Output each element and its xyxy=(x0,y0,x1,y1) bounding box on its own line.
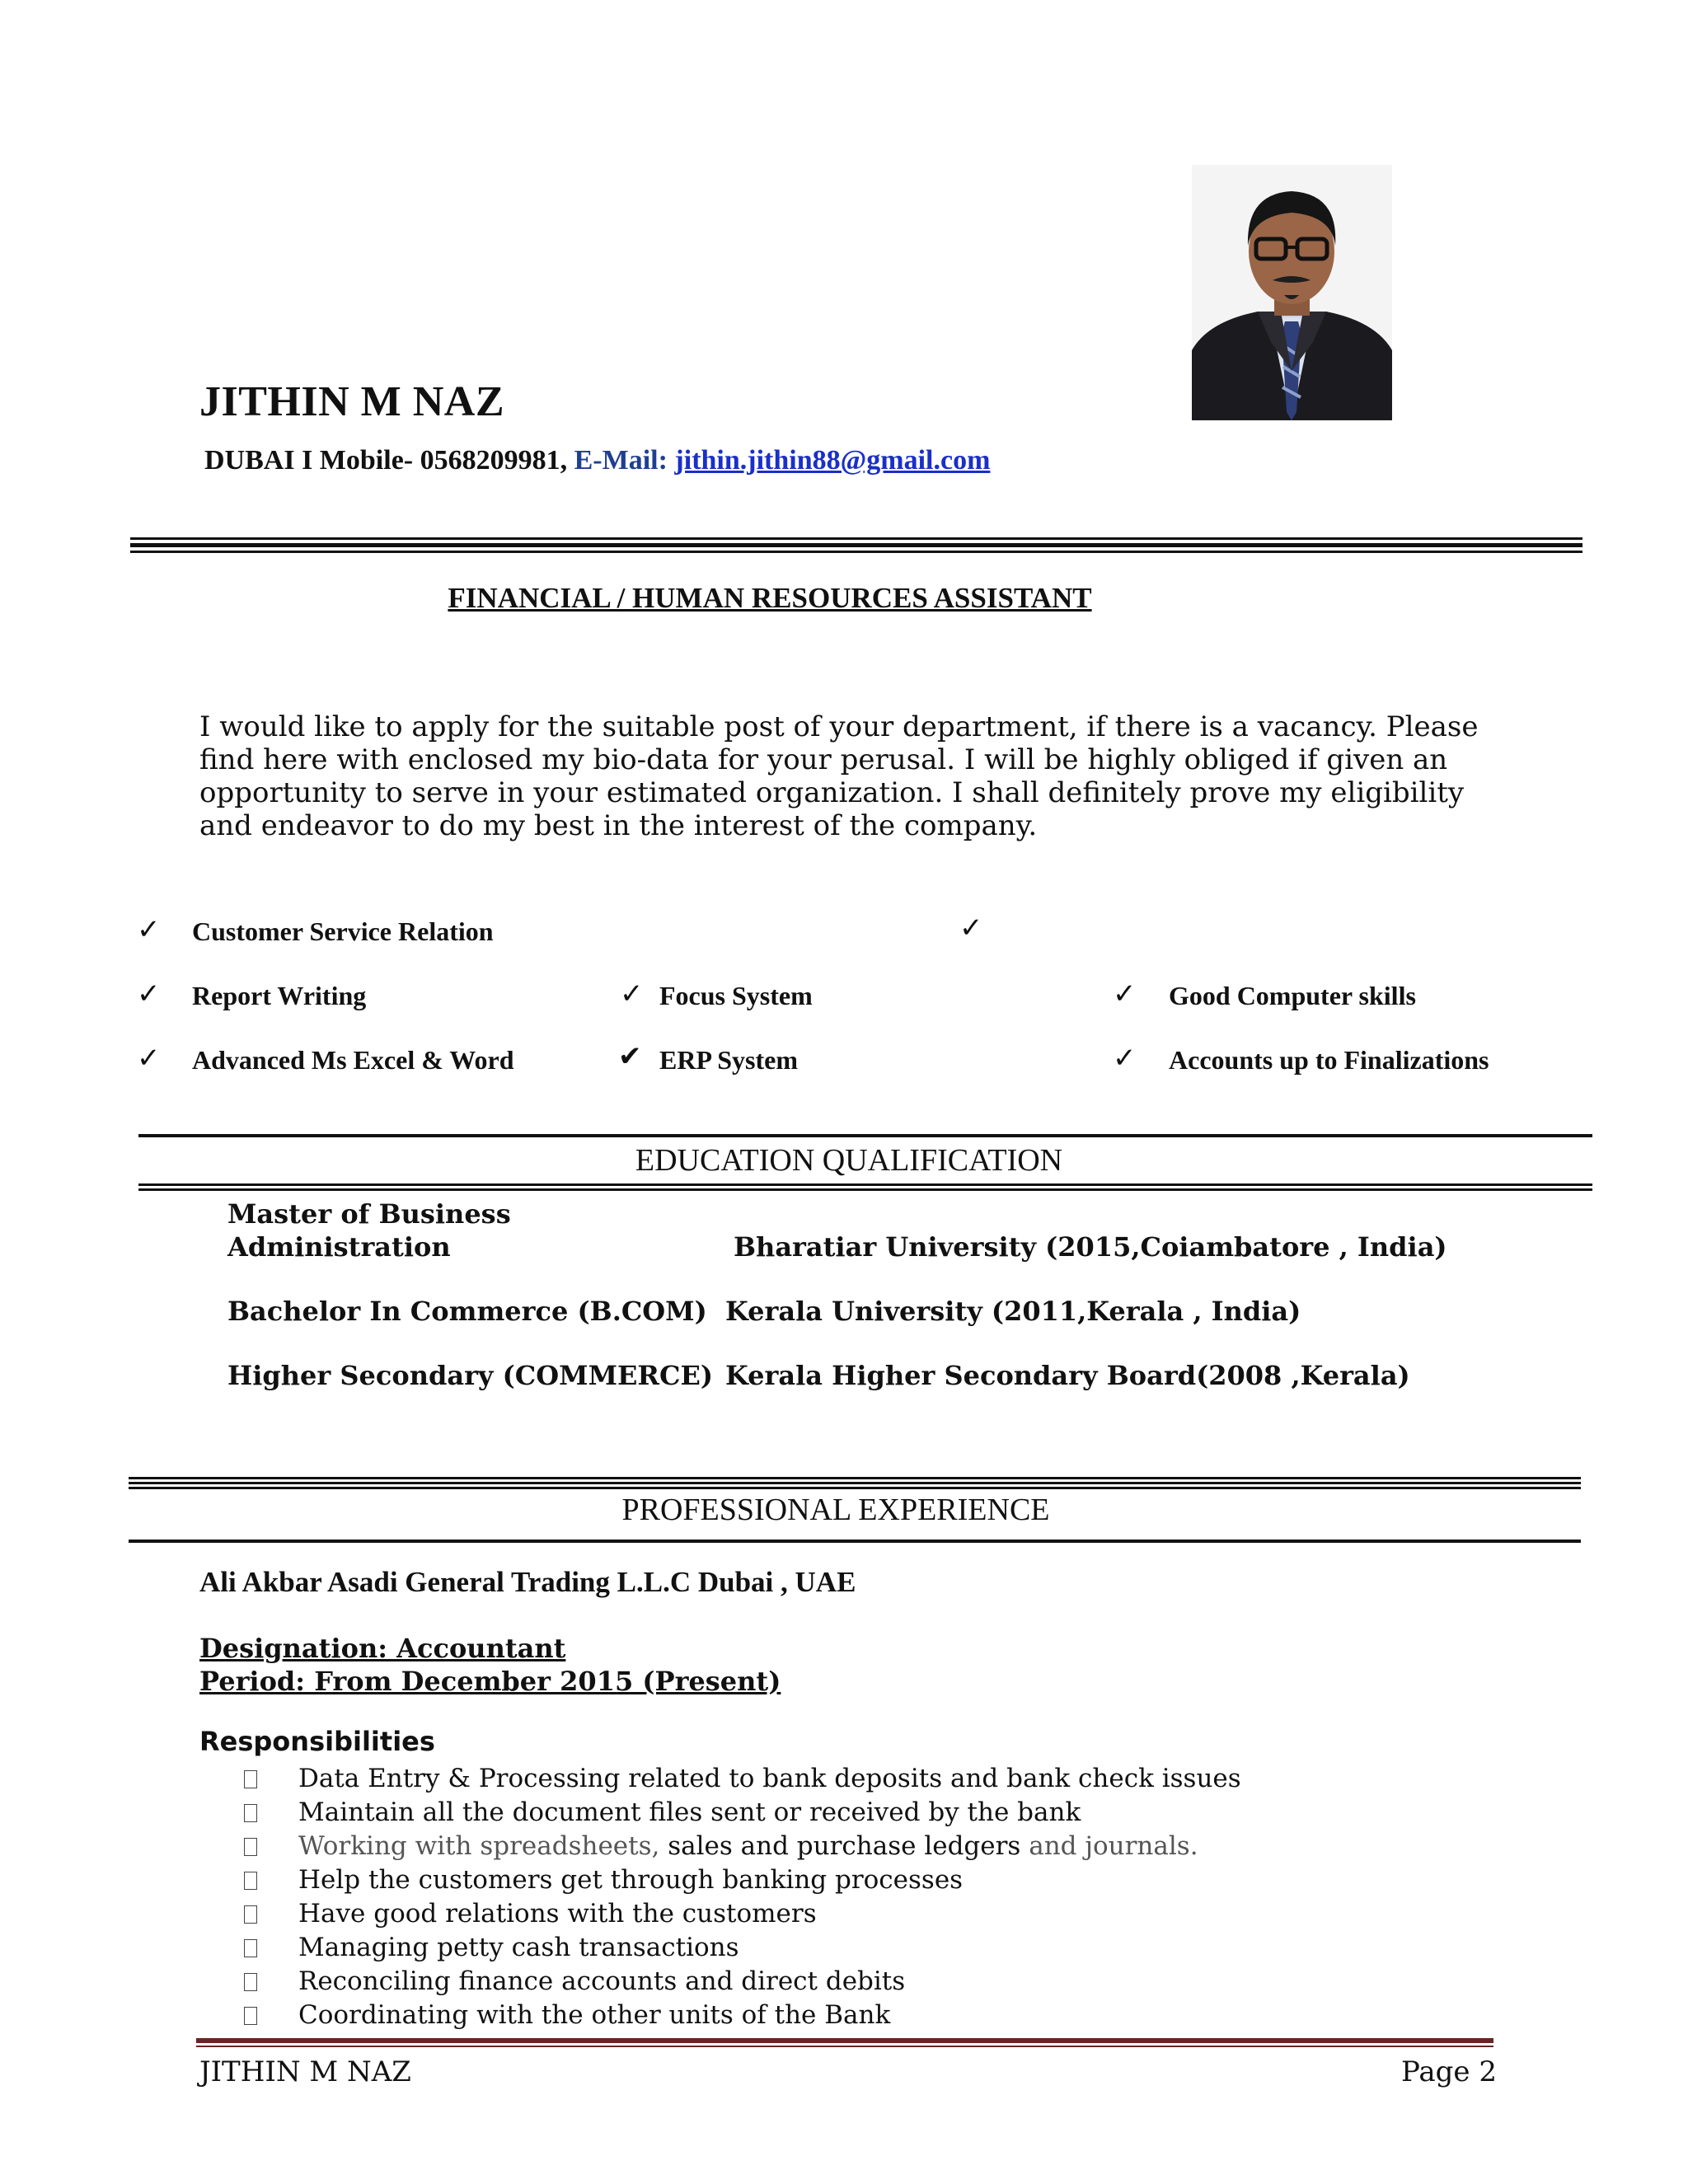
candidate-name: JITHIN M NAZ xyxy=(199,378,505,425)
bullet-icon xyxy=(244,1770,257,1788)
company-name: Ali Akbar Asadi General Trading L.L.C Dubai , UAE xyxy=(199,1566,856,1598)
experience-rule-2 xyxy=(129,1482,1581,1484)
list-item-text: Data Entry & Processing related to bank deposits and bank check issues xyxy=(298,1764,1241,1793)
list-item-text: Maintain all the document files sent or received by the bank xyxy=(298,1797,1081,1827)
list-item-text: Have good relations with the customers xyxy=(298,1899,817,1929)
experience-rule-1 xyxy=(129,1477,1581,1479)
bullet-icon xyxy=(244,1973,257,1991)
list-item xyxy=(244,1999,1241,2032)
responsibilities-list xyxy=(244,1762,1241,2032)
list-item xyxy=(244,1762,1241,1796)
header-rule-3 xyxy=(130,551,1582,553)
email-label: E-Mail: xyxy=(574,445,668,476)
bullet-icon xyxy=(244,2007,257,2025)
intro-paragraph: I would like to apply for the suitable post of your department, if there is a vacancy. Please find here with enclosed my bio-data for your perusal. I will be highly obliged if given an opportunity to serve in your estimated organization. I shall definitely prove my eligibility and endeavor to do my best in the interest of the company. xyxy=(199,710,1479,842)
education-degree: Administration xyxy=(227,1231,451,1263)
skill-item: ERP System xyxy=(659,1045,798,1075)
list-item-text: Working with spreadsheets, xyxy=(298,1831,660,1861)
header-rule-1 xyxy=(130,537,1582,540)
list-item-text: sales and purchase ledgers xyxy=(668,1831,1021,1861)
check-icon: ✓ xyxy=(959,913,983,944)
list-item xyxy=(244,1931,1241,1965)
education-institution: Bharatiar University (2015,Coiambatore , India) xyxy=(734,1231,1447,1263)
check-icon: ✓ xyxy=(137,915,161,945)
check-icon: ✓ xyxy=(137,979,161,1010)
education-institution: Kerala Higher Secondary Board(2008 ,Kerala) xyxy=(725,1360,1410,1391)
skill-item: Report Writing xyxy=(192,981,367,1010)
education-degree: Master of Business xyxy=(227,1198,511,1230)
list-item xyxy=(244,1830,1241,1863)
period: Period: From December 2015 (Present) xyxy=(199,1666,781,1697)
skill-item: Accounts up to Finalizations xyxy=(1169,1045,1489,1075)
skill-item: Focus System xyxy=(659,981,813,1010)
experience-rule-bottom xyxy=(129,1540,1581,1543)
bullet-icon xyxy=(244,1872,257,1890)
contact-line xyxy=(204,445,990,476)
list-item-text: Reconciling finance accounts and direct debits xyxy=(298,1966,906,1996)
skill-item: Customer Service Relation xyxy=(192,916,494,946)
education-institution: Kerala University (2011,Kerala , India) xyxy=(725,1296,1301,1327)
email-link[interactable]: jithin.jithin88@gmail.com xyxy=(674,445,991,476)
skill-item: Advanced Ms Excel & Word xyxy=(192,1045,514,1075)
bullet-icon xyxy=(244,1838,257,1856)
check-icon: ✓ xyxy=(1113,1043,1137,1074)
check-bold-icon: ✔ xyxy=(618,1042,642,1072)
bullet-icon xyxy=(244,1939,257,1957)
location-mobile: DUBAI I Mobile- 0568209981, xyxy=(204,445,568,476)
education-degree: Higher Secondary (COMMERCE) xyxy=(227,1360,713,1391)
check-icon: ✓ xyxy=(620,979,644,1010)
experience-heading: PROFESSIONAL EXPERIENCE xyxy=(621,1493,1050,1527)
bullet-icon xyxy=(244,1804,257,1822)
experience-rule-3 xyxy=(129,1487,1581,1489)
job-title: FINANCIAL / HUMAN RESOURCES ASSISTANT xyxy=(448,582,1092,614)
education-rule-top xyxy=(138,1134,1592,1137)
education-degree: Bachelor In Commerce (B.COM) xyxy=(227,1296,707,1327)
footer-rule-thin xyxy=(196,2046,1493,2047)
list-item-text: Managing petty cash transactions xyxy=(298,1933,739,1962)
list-item xyxy=(244,1863,1241,1897)
list-item xyxy=(244,1796,1241,1830)
page-number: Page 2 xyxy=(1401,2055,1497,2088)
check-icon: ✓ xyxy=(1113,979,1137,1010)
header-rule-2 xyxy=(130,543,1582,547)
education-heading: EDUCATION QUALIFICATION xyxy=(635,1143,1063,1178)
responsibilities-heading: Responsibilities xyxy=(199,1726,435,1757)
designation: Designation: Accountant xyxy=(199,1633,566,1664)
list-item xyxy=(244,1965,1241,1999)
education-rule-mid-1 xyxy=(138,1183,1592,1186)
check-icon: ✓ xyxy=(137,1043,161,1074)
profile-photo xyxy=(1192,165,1392,420)
list-item-text: Help the customers get through banking processes xyxy=(298,1865,964,1895)
education-rule-mid-2 xyxy=(138,1188,1592,1191)
footer-rule xyxy=(196,2038,1493,2043)
designation-block xyxy=(199,1632,781,1698)
bullet-icon xyxy=(244,1905,257,1924)
list-item-text: Coordinating with the other units of the Bank xyxy=(298,2000,891,2030)
list-item-text: and journals. xyxy=(1029,1831,1198,1861)
list-item xyxy=(244,1897,1241,1931)
skill-item: Good Computer skills xyxy=(1169,981,1416,1010)
footer-name: JITHIN M NAZ xyxy=(199,2055,411,2088)
